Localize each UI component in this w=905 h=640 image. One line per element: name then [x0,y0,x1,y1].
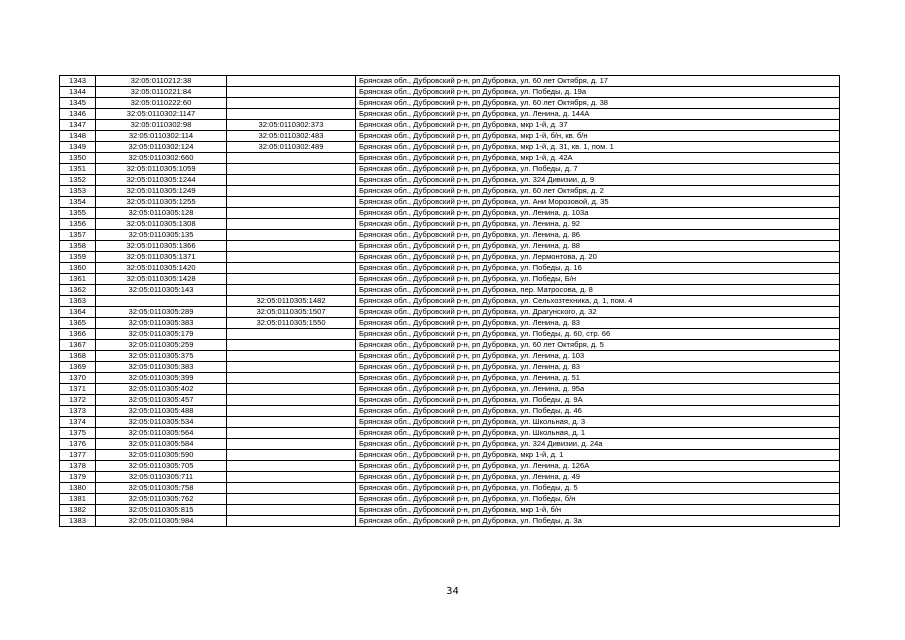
row-number-cell: 1349 [60,142,96,153]
table-row [60,252,840,263]
address-cell: Брянская обл., Дубровский р-н, рп Дубровка, ул. Сельхозтехника, д. 1, пом. 4 [356,296,840,307]
related-cadastral-number-cell: 32:05:0110302:483 [227,131,356,142]
related-cadastral-number-cell [227,164,356,175]
table-row [60,362,840,373]
table-row [60,142,840,153]
table-row [60,120,840,131]
table-row [60,373,840,384]
table-row [60,428,840,439]
address-cell: Брянская обл., Дубровский р-н, рп Дубровка, мкр 1-й, д. 37 [356,120,840,131]
table-row [60,406,840,417]
cadastral-number-cell: 32:05:0110305:984 [96,516,227,527]
table-row [60,164,840,175]
table-row [60,516,840,527]
related-cadastral-number-cell [227,351,356,362]
cadastral-number-cell: 32:05:0110305:1366 [96,241,227,252]
row-number-cell: 1383 [60,516,96,527]
cadastral-number-cell: 32:05:0110221:84 [96,87,227,98]
related-cadastral-number-cell [227,472,356,483]
table-row [60,472,840,483]
address-cell: Брянская обл., Дубровский р-н, рп Дубровка, ул. Лермонтова, д. 20 [356,252,840,263]
table-row [60,98,840,109]
address-cell: Брянская обл., Дубровский р-н, рп Дубровка, ул. Победы, д. 3а [356,516,840,527]
address-cell: Брянская обл., Дубровский р-н, рп Дубровка, ул. Победы, д. 7 [356,164,840,175]
row-number-cell: 1363 [60,296,96,307]
address-cell: Брянская обл., Дубровский р-н, рп Дубровка, ул. Ленина, д. 83 [356,362,840,373]
row-number-cell: 1381 [60,494,96,505]
cadastral-number-cell: 32:05:0110305:758 [96,483,227,494]
address-cell: Брянская обл., Дубровский р-н, рп Дубровка, ул. Победы, д. 19а [356,87,840,98]
row-number-cell: 1378 [60,461,96,472]
related-cadastral-number-cell: 32:05:0110305:1507 [227,307,356,318]
row-number-cell: 1369 [60,362,96,373]
table-row [60,384,840,395]
table-row [60,461,840,472]
cadastral-number-cell: 32:05:0110305:179 [96,329,227,340]
address-cell: Брянская обл., Дубровский р-н, рп Дубровка, мкр 1-й, д. 31, кв. 1, пом. 1 [356,142,840,153]
table-row [60,351,840,362]
related-cadastral-number-cell [227,428,356,439]
row-number-cell: 1354 [60,197,96,208]
address-cell: Брянская обл., Дубровский р-н, рп Дубровка, ул. Победы, б/н [356,494,840,505]
related-cadastral-number-cell [227,417,356,428]
cadastral-number-cell: 32:05:0110305:584 [96,439,227,450]
row-number-cell: 1355 [60,208,96,219]
row-number-cell: 1374 [60,417,96,428]
address-cell: Брянская обл., Дубровский р-н, рп Дубровка, мкр 1-й, б/н, кв. б/н [356,131,840,142]
row-number-cell: 1380 [60,483,96,494]
cadastral-number-cell: 32:05:0110305:259 [96,340,227,351]
row-number-cell: 1359 [60,252,96,263]
cadastral-number-cell: 32:05:0110305:705 [96,461,227,472]
related-cadastral-number-cell [227,494,356,505]
cadastral-number-cell: 32:05:0110305:1428 [96,274,227,285]
address-cell: Брянская обл., Дубровский р-н, рп Дубровка, мкр 1-й, д. 1 [356,450,840,461]
cadastral-number-cell: 32:05:0110305:289 [96,307,227,318]
row-number-cell: 1358 [60,241,96,252]
row-number-cell: 1376 [60,439,96,450]
table-row [60,175,840,186]
related-cadastral-number-cell [227,285,356,296]
cadastral-number-cell: 32:05:0110302:124 [96,142,227,153]
row-number-cell: 1348 [60,131,96,142]
table-row [60,494,840,505]
row-number-cell: 1366 [60,329,96,340]
related-cadastral-number-cell [227,263,356,274]
table-row [60,450,840,461]
row-number-cell: 1350 [60,153,96,164]
table-row [60,417,840,428]
address-cell: Брянская обл., Дубровский р-н, рп Дубровка, ул. Ани Морозовой, д. 35 [356,197,840,208]
related-cadastral-number-cell [227,439,356,450]
cadastral-number-cell: 32:05:0110212:38 [96,76,227,87]
table-row [60,439,840,450]
address-cell: Брянская обл., Дубровский р-н, рп Дубровка, мкр 1-й, б/н [356,505,840,516]
row-number-cell: 1356 [60,219,96,230]
cadastral-number-cell: 32:05:0110305:128 [96,208,227,219]
row-number-cell: 1372 [60,395,96,406]
cadastral-number-cell: 32:05:0110305:1059 [96,164,227,175]
related-cadastral-number-cell [227,340,356,351]
table-row [60,186,840,197]
table-row [60,153,840,164]
address-cell: Брянская обл., Дубровский р-н, рп Дубровка, ул. Драгунского, д. 32 [356,307,840,318]
table-row [60,263,840,274]
cadastral-number-cell [96,296,227,307]
address-cell: Брянская обл., Дубровский р-н, рп Дубровка, ул. Ленина, д. 88 [356,241,840,252]
row-number-cell: 1371 [60,384,96,395]
cadastral-number-cell: 32:05:0110305:1249 [96,186,227,197]
related-cadastral-number-cell [227,461,356,472]
cadastral-number-cell: 32:05:0110305:1308 [96,219,227,230]
row-number-cell: 1360 [60,263,96,274]
cadastral-number-cell: 32:05:0110302:98 [96,120,227,131]
row-number-cell: 1352 [60,175,96,186]
table-row [60,131,840,142]
cadastral-number-cell: 32:05:0110305:1420 [96,263,227,274]
address-cell: Брянская обл., Дубровский р-н, рп Дубровка, ул. 324 Дивизии, д. 9 [356,175,840,186]
table-row [60,87,840,98]
row-number-cell: 1343 [60,76,96,87]
related-cadastral-number-cell [227,76,356,87]
table-row [60,296,840,307]
row-number-cell: 1362 [60,285,96,296]
cadastral-number-cell: 32:05:0110305:1371 [96,252,227,263]
related-cadastral-number-cell [227,98,356,109]
table-row [60,318,840,329]
row-number-cell: 1373 [60,406,96,417]
cadastral-number-cell: 32:05:0110305:143 [96,285,227,296]
row-number-cell: 1365 [60,318,96,329]
related-cadastral-number-cell [227,406,356,417]
address-cell: Брянская обл., Дубровский р-н, рп Дубровка, ул. Ленина, д. 51 [356,373,840,384]
cadastral-number-cell: 32:05:0110302:1147 [96,109,227,120]
address-cell: Брянская обл., Дубровский р-н, рп Дубровка, ул. Ленина, д. 86 [356,230,840,241]
table-row [60,241,840,252]
row-number-cell: 1367 [60,340,96,351]
related-cadastral-number-cell [227,252,356,263]
related-cadastral-number-cell: 32:05:0110302:373 [227,120,356,131]
cadastral-number-cell: 32:05:0110222:60 [96,98,227,109]
cadastral-number-cell: 32:05:0110305:711 [96,472,227,483]
cadastral-number-cell: 32:05:0110302:660 [96,153,227,164]
cadastral-number-cell: 32:05:0110305:1244 [96,175,227,186]
row-number-cell: 1377 [60,450,96,461]
table-row [60,274,840,285]
related-cadastral-number-cell [227,219,356,230]
cadastral-number-cell: 32:05:0110305:590 [96,450,227,461]
related-cadastral-number-cell: 32:05:0110305:1482 [227,296,356,307]
related-cadastral-number-cell [227,450,356,461]
table-row [60,329,840,340]
table-row [60,219,840,230]
address-cell: Брянская обл., Дубровский р-н, рп Дубровка, ул. Школьная, д. 1 [356,428,840,439]
cadastral-number-cell: 32:05:0110305:457 [96,395,227,406]
cadastral-number-cell: 32:05:0110302:114 [96,131,227,142]
table-row [60,307,840,318]
address-cell: Брянская обл., Дубровский р-н, рп Дубровка, ул. 60 лет Октября, д. 5 [356,340,840,351]
related-cadastral-number-cell [227,197,356,208]
related-cadastral-number-cell [227,395,356,406]
table-row [60,230,840,241]
related-cadastral-number-cell [227,230,356,241]
address-cell: Брянская обл., Дубровский р-н, рп Дубровка, пер. Матросова, д. 8 [356,285,840,296]
registry-table [59,75,840,527]
row-number-cell: 1368 [60,351,96,362]
cadastral-number-cell: 32:05:0110305:564 [96,428,227,439]
table-row [60,76,840,87]
related-cadastral-number-cell [227,373,356,384]
registry-table-body [60,76,840,527]
address-cell: Брянская обл., Дубровский р-н, рп Дубровка, ул. Победы, д. 16 [356,263,840,274]
address-cell: Брянская обл., Дубровский р-н, рп Дубровка, ул. Ленина, д. 103 [356,351,840,362]
table-row [60,340,840,351]
row-number-cell: 1353 [60,186,96,197]
related-cadastral-number-cell [227,274,356,285]
address-cell: Брянская обл., Дубровский р-н, рп Дубровка, ул. Ленина, д. 103а [356,208,840,219]
cadastral-number-cell: 32:05:0110305:762 [96,494,227,505]
cadastral-number-cell: 32:05:0110305:488 [96,406,227,417]
related-cadastral-number-cell [227,109,356,120]
row-number-cell: 1379 [60,472,96,483]
row-number-cell: 1347 [60,120,96,131]
address-cell: Брянская обл., Дубровский р-н, рп Дубровка, ул. 60 лет Октября, д. 38 [356,98,840,109]
related-cadastral-number-cell [227,186,356,197]
related-cadastral-number-cell [227,516,356,527]
table-row [60,197,840,208]
cadastral-number-cell: 32:05:0110305:815 [96,505,227,516]
cadastral-number-cell: 32:05:0110305:383 [96,362,227,373]
row-number-cell: 1382 [60,505,96,516]
address-cell: Брянская обл., Дубровский р-н, рп Дубровка, ул. 60 лет Октября, д. 2 [356,186,840,197]
related-cadastral-number-cell [227,483,356,494]
row-number-cell: 1351 [60,164,96,175]
address-cell: Брянская обл., Дубровский р-н, рп Дубровка, ул. 324 Дивизии, д. 24а [356,439,840,450]
table-row [60,483,840,494]
address-cell: Брянская обл., Дубровский р-н, рп Дубровка, ул. Ленина, д. 92 [356,219,840,230]
address-cell: Брянская обл., Дубровский р-н, рп Дубровка, мкр 1-й, д. 42А [356,153,840,164]
cadastral-number-cell: 32:05:0110305:402 [96,384,227,395]
address-cell: Брянская обл., Дубровский р-н, рп Дубровка, ул. Победы, д. 46 [356,406,840,417]
related-cadastral-number-cell [227,87,356,98]
cadastral-number-cell: 32:05:0110305:383 [96,318,227,329]
row-number-cell: 1361 [60,274,96,285]
address-cell: Брянская обл., Дубровский р-н, рп Дубровка, ул. Ленина, д. 126А [356,461,840,472]
row-number-cell: 1375 [60,428,96,439]
row-number-cell: 1346 [60,109,96,120]
related-cadastral-number-cell [227,505,356,516]
row-number-cell: 1364 [60,307,96,318]
page-number: 34 [446,586,459,597]
related-cadastral-number-cell [227,208,356,219]
address-cell: Брянская обл., Дубровский р-н, рп Дубровка, ул. 60 лет Октября, д. 17 [356,76,840,87]
related-cadastral-number-cell [227,241,356,252]
table-row [60,109,840,120]
table-row [60,208,840,219]
address-cell: Брянская обл., Дубровский р-н, рп Дубровка, ул. Победы, д. 5 [356,483,840,494]
related-cadastral-number-cell [227,329,356,340]
address-cell: Брянская обл., Дубровский р-н, рп Дубровка, ул. Ленина, д. 95а [356,384,840,395]
row-number-cell: 1344 [60,87,96,98]
table-row [60,505,840,516]
related-cadastral-number-cell [227,362,356,373]
address-cell: Брянская обл., Дубровский р-н, рп Дубровка, ул. Победы, д. 60, стр. 66 [356,329,840,340]
address-cell: Брянская обл., Дубровский р-н, рп Дубровка, ул. Ленина, д. 144А [356,109,840,120]
cadastral-number-cell: 32:05:0110305:534 [96,417,227,428]
table-row [60,395,840,406]
address-cell: Брянская обл., Дубровский р-н, рп Дубровка, ул. Победы, д. 9А [356,395,840,406]
address-cell: Брянская обл., Дубровский р-н, рп Дубровка, ул. Ленина, д. 83 [356,318,840,329]
address-cell: Брянская обл., Дубровский р-н, рп Дубровка, ул. Победы, Б/н [356,274,840,285]
address-cell: Брянская обл., Дубровский р-н, рп Дубровка, ул. Школьная, д. 3 [356,417,840,428]
cadastral-number-cell: 32:05:0110305:1255 [96,197,227,208]
row-number-cell: 1370 [60,373,96,384]
cadastral-number-cell: 32:05:0110305:399 [96,373,227,384]
related-cadastral-number-cell: 32:05:0110302:489 [227,142,356,153]
related-cadastral-number-cell [227,153,356,164]
address-cell: Брянская обл., Дубровский р-н, рп Дубровка, ул. Ленина, д. 49 [356,472,840,483]
related-cadastral-number-cell [227,175,356,186]
row-number-cell: 1357 [60,230,96,241]
cadastral-number-cell: 32:05:0110305:375 [96,351,227,362]
related-cadastral-number-cell [227,384,356,395]
table-row [60,285,840,296]
row-number-cell: 1345 [60,98,96,109]
cadastral-number-cell: 32:05:0110305:135 [96,230,227,241]
related-cadastral-number-cell: 32:05:0110305:1550 [227,318,356,329]
